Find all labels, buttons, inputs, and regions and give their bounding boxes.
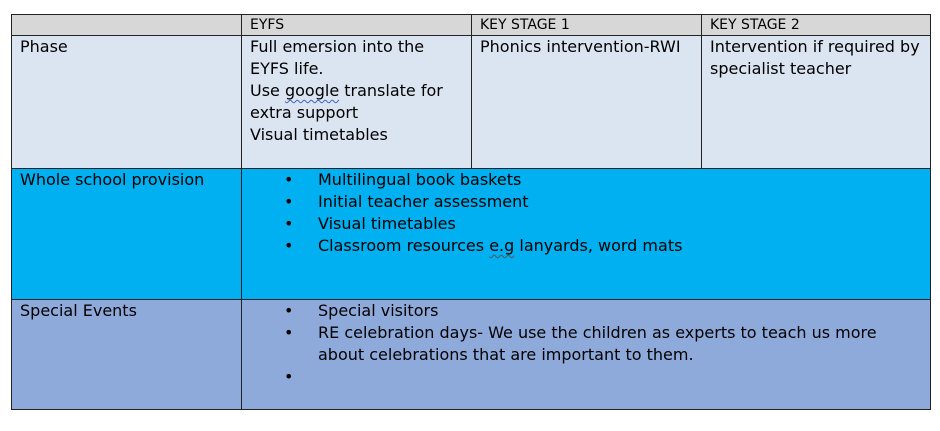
list-item: • Multilingual book baskets: [284, 169, 922, 191]
header-eyfs: EYFS: [242, 15, 472, 36]
list-item: [284, 366, 922, 388]
whole-school-label: Whole school provision: [12, 169, 242, 300]
spellcheck-eg: e.g: [489, 236, 515, 255]
phase-row: [12, 36, 931, 169]
eyfs-line: Visual timetables: [250, 125, 388, 144]
special-events-row: [12, 300, 931, 410]
phase-label: Phase: [12, 36, 242, 169]
resources-prefix: Classroom resources: [318, 236, 490, 255]
eyfs-line: Full emersion into the: [250, 37, 425, 56]
special-events-label: Special Events: [12, 300, 242, 410]
special-events-content: [242, 300, 931, 410]
whole-school-list: [250, 169, 922, 257]
whole-school-row: [12, 169, 931, 300]
eyfs-translate-line: [250, 80, 463, 102]
eyfs-translate-prefix: Use: [250, 81, 285, 100]
phase-ks1-cell: Phonics intervention-RWI: [472, 36, 702, 169]
list-item: • Visual timetables: [284, 213, 922, 235]
header-key-stage-2: KEY STAGE 2: [702, 15, 931, 36]
header-corner-cell: [12, 15, 242, 36]
list-item: • Special visitors: [284, 300, 922, 322]
header-key-stage-1: KEY STAGE 1: [472, 15, 702, 36]
eyfs-line: extra support: [250, 103, 359, 122]
list-item: [284, 235, 922, 257]
provision-table: [11, 14, 931, 410]
special-events-list: [250, 300, 922, 388]
list-item: • Initial teacher assessment: [284, 191, 922, 213]
spellcheck-google: google: [284, 81, 340, 100]
resources-suffix: lanyards, word mats: [514, 236, 683, 255]
eyfs-line: EYFS life.: [250, 59, 324, 78]
phase-eyfs-cell: [242, 36, 472, 169]
phase-ks2-cell: Intervention if required by specialist teacher: [702, 36, 931, 169]
header-row: [12, 15, 931, 36]
list-item: • RE celebration days- We use the children as experts to teach us more about celebrations that are important to them.: [284, 322, 922, 366]
eyfs-translate-suffix: translate for: [339, 81, 443, 100]
whole-school-content: [242, 169, 931, 300]
